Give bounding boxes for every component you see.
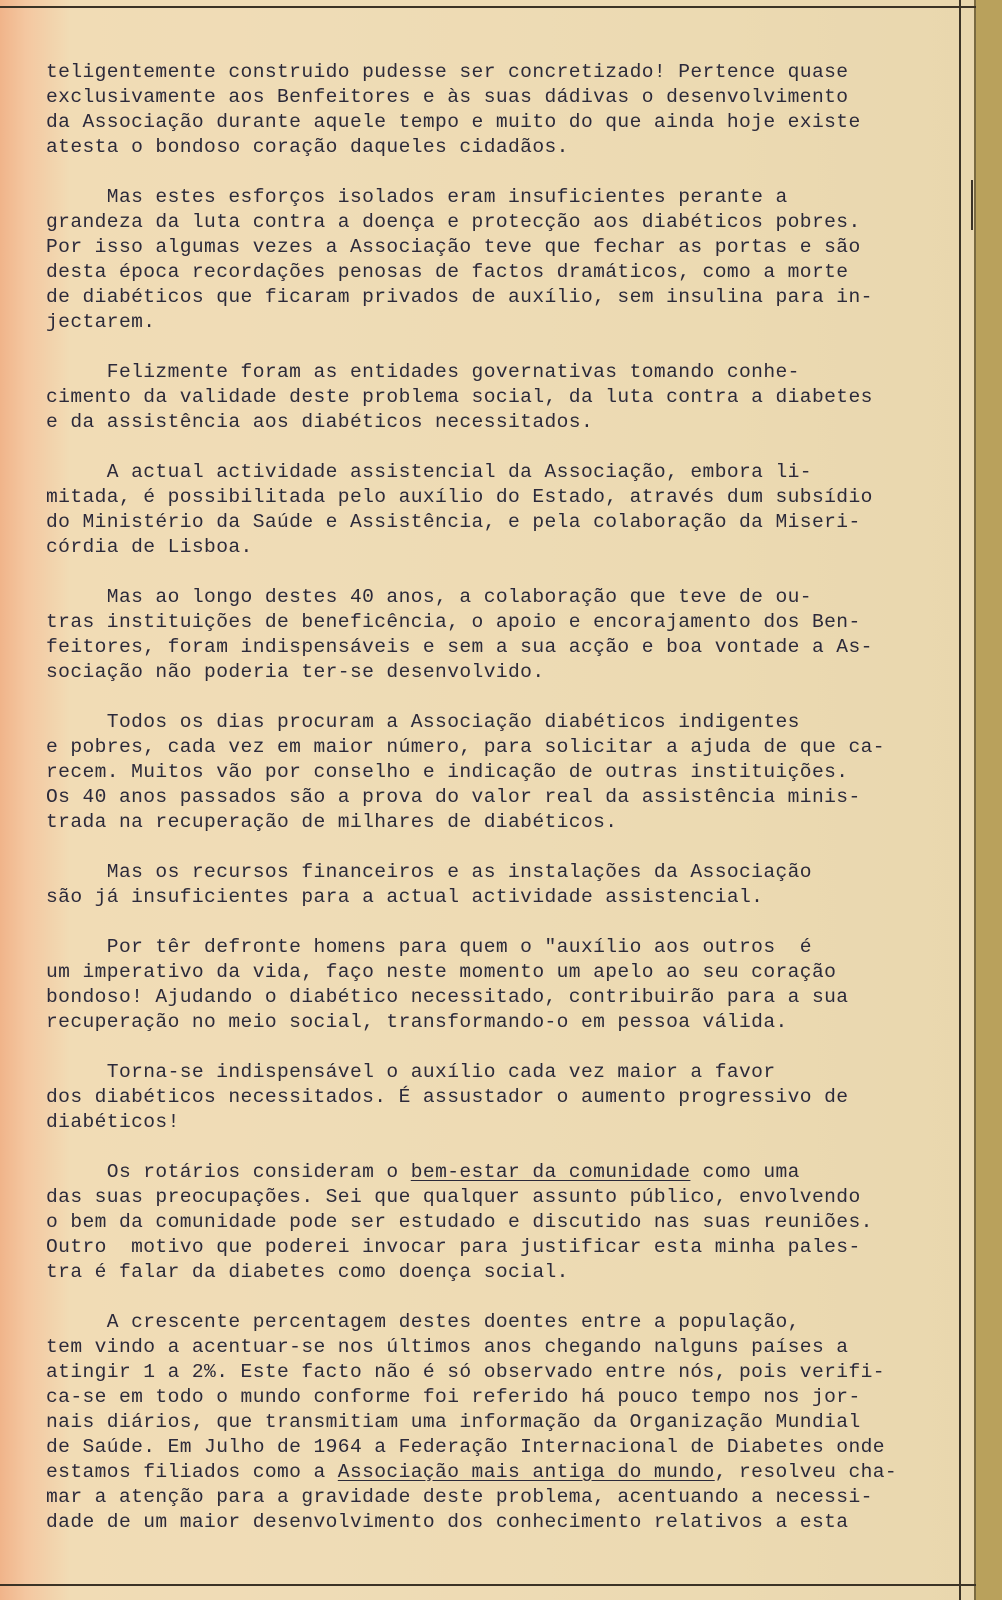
text-line: feitores, foram indispensáveis e sem a sua acção e boa vontade a As- — [46, 636, 873, 658]
text-line: e pobres, cada vez em maior número, para solicitar a ajuda de que ca- — [46, 736, 885, 758]
text-line: A crescente percentagem destes doentes entre a população, — [46, 1311, 800, 1333]
text-line: desta época recordações penosas de factos dramáticos, como a morte — [46, 261, 849, 283]
paragraph — [46, 1060, 961, 1135]
text-line: ca-se em todo o mundo conforme foi referido há pouco tempo nos jor- — [46, 1386, 861, 1408]
text-line: trada na recuperação de milhares de diabéticos. — [46, 811, 618, 833]
underlined-phrase: Associação mais antiga do mundo — [337, 1461, 715, 1483]
text-line: dos diabéticos necessitados. É assustador o aumento progressivo de — [46, 1086, 849, 1108]
text-line: Por isso algumas vezes a Associação teve que fechar as portas e são — [46, 236, 861, 258]
text-line: são já insuficientes para a actual actividade assistencial. — [46, 886, 764, 908]
paragraph — [46, 1310, 961, 1535]
paragraph — [46, 1160, 961, 1285]
text-line: Mas estes esforços isolados eram insuficientes perante a — [46, 186, 788, 208]
text-line: o bem da comunidade pode ser estudado e discutido nas suas reuniões. — [46, 1211, 873, 1233]
text-line: Os rotários consideram o bem-estar da comunidade como uma — [46, 1161, 800, 1183]
text-line: teligentemente construido pudesse ser concretizado! Pertence quase — [46, 61, 849, 83]
text-line: tem vindo a acentuar-se nos últimos anos chegando nalguns países a — [46, 1336, 849, 1358]
text-line: Todos os dias procuram a Associação diabéticos indigentes — [46, 711, 800, 733]
text-line: sociação não poderia ter-se desenvolvido. — [46, 661, 545, 683]
text-line: Mas os recursos financeiros e as instalações da Associação — [46, 861, 812, 883]
text-line: Por têr defronte homens para quem o "auxílio aos outros é — [46, 936, 812, 958]
paragraph — [46, 460, 961, 560]
paragraph — [46, 585, 961, 685]
paragraph — [46, 860, 961, 910]
margin-tick-mark — [971, 180, 973, 230]
text-line: tra é falar da diabetes como doença social. — [46, 1261, 569, 1283]
paragraph — [46, 60, 961, 160]
paragraph — [46, 710, 961, 835]
text-line: das suas preocupações. Sei que qualquer assunto público, envolvendo — [46, 1186, 861, 1208]
text-line: atesta o bondoso coração daqueles cidadãos. — [46, 136, 569, 158]
text-line: Felizmente foram as entidades governativas tomando conhe- — [46, 361, 800, 383]
text-line: recem. Muitos vão por conselho e indicação de outras instituições. — [46, 761, 849, 783]
paragraph — [46, 935, 961, 1035]
document-body — [46, 60, 961, 1560]
underlined-phrase: bem-estar da comunidade — [410, 1161, 691, 1183]
text-line: mar a atenção para a gravidade deste problema, acentuando a necessi- — [46, 1486, 873, 1508]
bottom-border-line — [0, 1584, 976, 1586]
text-line: atingir 1 a 2%. Este facto não é só observado entre nós, pois verifi- — [46, 1361, 885, 1383]
text-line: grandeza da luta contra a doença e protecção aos diabéticos pobres. — [46, 211, 861, 233]
text-line: Mas ao longo destes 40 anos, a colaboração que teve de ou- — [46, 586, 812, 608]
text-line: cimento da validade deste problema social, da luta contra a diabetes — [46, 386, 873, 408]
text-line: da Associação durante aquele tempo e muito do que ainda hoje existe — [46, 111, 861, 133]
paragraph — [46, 185, 961, 335]
text-line: de Saúde. Em Julho de 1964 a Federação Internacional de Diabetes onde — [46, 1436, 885, 1458]
text-line: jectarem. — [46, 311, 156, 333]
text-line: Os 40 anos passados são a prova do valor real da assistência minis- — [46, 786, 861, 808]
text-line: do Ministério da Saúde e Assistência, e pela colaboração da Miseri- — [46, 511, 861, 533]
text-line: córdia de Lisboa. — [46, 536, 253, 558]
text-line: dade de um maior desenvolvimento dos conhecimento relativos a esta — [46, 1511, 849, 1533]
top-border-line — [0, 6, 976, 8]
text-line: Torna-se indispensável o auxílio cada vez maior a favor — [46, 1061, 776, 1083]
text-line: um imperativo da vida, faço neste momento um apelo ao seu coração — [46, 961, 837, 983]
text-line: A actual actividade assistencial da Associação, embora li- — [46, 461, 812, 483]
text-line: Outro motivo que poderei invocar para justificar esta minha pales- — [46, 1236, 861, 1258]
text-line: e da assistência aos diabéticos necessitados. — [46, 411, 594, 433]
text-line: mitada, é possibilitada pelo auxílio do Estado, através dum subsídio — [46, 486, 873, 508]
paragraph — [46, 360, 961, 435]
text-line: recuperação no meio social, transformando-o em pessoa válida. — [46, 1011, 788, 1033]
text-line: de diabéticos que ficaram privados de auxílio, sem insulina para in- — [46, 286, 873, 308]
text-line: nais diários, que transmitiam uma informação da Organização Mundial — [46, 1411, 861, 1433]
text-line: bondoso! Ajudando o diabético necessitado, contribuirão para a sua — [46, 986, 849, 1008]
text-line: diabéticos! — [46, 1111, 180, 1133]
text-line: exclusivamente aos Benfeitores e às suas dádivas o desenvolvimento — [46, 86, 849, 108]
text-line: tras instituições de beneficência, o apoio e encorajamento dos Ben- — [46, 611, 861, 633]
text-line: estamos filiados como a Associação mais antiga do mundo, resolveu cha- — [46, 1461, 898, 1483]
